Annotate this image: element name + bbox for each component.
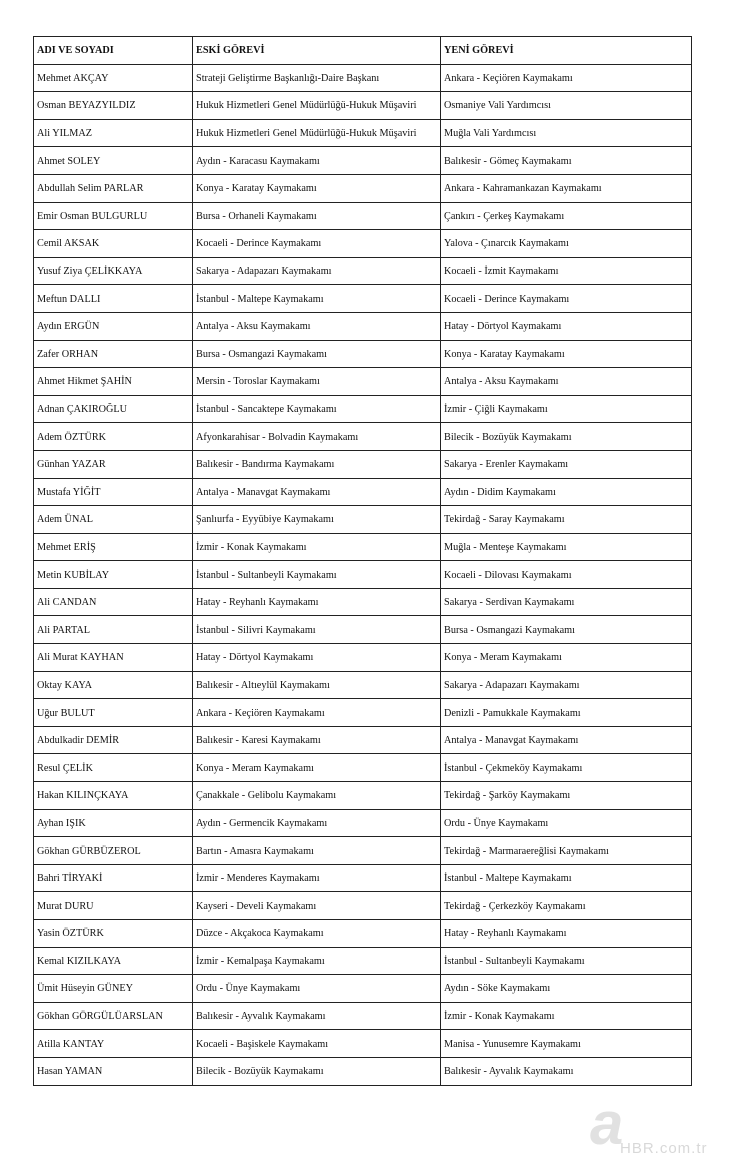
cell-new-duty-text: Tekirdağ - Saray Kaymakamı (444, 513, 565, 526)
table-row (34, 368, 692, 396)
cell-name-text: Oktay KAYA (37, 678, 93, 691)
cell-old-duty-text: Strateji Geliştirme Başkanlığı-Daire Başkanı (196, 71, 380, 84)
cell-new-duty-text: Bursa - Osmangazi Kaymakamı (444, 623, 575, 636)
table-row (34, 64, 692, 92)
cell-name (34, 395, 193, 423)
table-row (34, 506, 692, 534)
cell-new-duty-text: İstanbul - Çekmeköy Kaymakamı (444, 761, 583, 774)
cell-name (34, 340, 193, 368)
cell-name-text: Ahmet SOLEY (37, 154, 101, 167)
cell-old-duty (193, 119, 441, 147)
table-row (34, 809, 692, 837)
cell-new-duty-text: Muğla Vali Yardımcısı (444, 127, 537, 140)
cell-name (34, 478, 193, 506)
cell-old-duty (193, 754, 441, 782)
cell-name-text: Uğur BULUT (37, 706, 95, 719)
cell-new-duty (441, 202, 692, 230)
header-name (34, 37, 193, 65)
cell-name (34, 1002, 193, 1030)
cell-name-text: Mustafa YİĞİT (37, 485, 101, 498)
cell-new-duty (441, 754, 692, 782)
cell-name (34, 809, 193, 837)
cell-new-duty-text: Antalya - Aksu Kaymakamı (444, 375, 559, 388)
cell-new-duty-text: Yalova - Çınarcık Kaymakamı (444, 237, 569, 250)
cell-old-duty-text: Sakarya - Adapazarı Kaymakamı (196, 265, 332, 278)
cell-name (34, 1057, 193, 1085)
cell-new-duty-text: Balıkesir - Ayvalık Kaymakamı (444, 1065, 574, 1078)
table-row (34, 699, 692, 727)
cell-name (34, 754, 193, 782)
cell-name (34, 285, 193, 313)
cell-name-text: Bahri TİRYAKİ (37, 872, 103, 885)
cell-old-duty-text: İzmir - Konak Kaymakamı (196, 540, 307, 553)
cell-name (34, 174, 193, 202)
cell-old-duty (193, 340, 441, 368)
cell-old-duty-text: Konya - Karatay Kaymakamı (196, 182, 317, 195)
cell-old-duty-text: Mersin - Toroslar Kaymakamı (196, 375, 320, 388)
cell-name (34, 1030, 193, 1058)
cell-new-duty-text: Aydın - Söke Kaymakamı (444, 982, 551, 995)
cell-old-duty (193, 837, 441, 865)
watermark-logo-letter: a (590, 1090, 624, 1157)
table-row (34, 257, 692, 285)
table-row (34, 285, 692, 313)
cell-name-text: Adem ÜNAL (37, 513, 93, 526)
cell-old-duty (193, 726, 441, 754)
cell-name-text: Ümit Hüseyin GÜNEY (37, 982, 134, 995)
table-row (34, 147, 692, 175)
cell-name (34, 699, 193, 727)
cell-new-duty-text: İzmir - Konak Kaymakamı (444, 1010, 555, 1023)
cell-new-duty (441, 368, 692, 396)
cell-new-duty (441, 671, 692, 699)
table-row (34, 1057, 692, 1085)
cell-new-duty-text: Bilecik - Bozüyük Kaymakamı (444, 430, 572, 443)
watermark-site-text: HBR.com.tr (620, 1140, 708, 1157)
cell-name (34, 837, 193, 865)
table-row (34, 119, 692, 147)
header-new-duty-text: YENİ GÖREVİ (444, 44, 514, 57)
cell-name-text: Mehmet ERİŞ (37, 540, 96, 553)
cell-old-duty-text: Hukuk Hizmetleri Genel Müdürlüğü-Hukuk Müşaviri (196, 99, 417, 112)
cell-old-duty-text: Antalya - Manavgat Kaymakamı (196, 485, 331, 498)
cell-name-text: Atilla KANTAY (37, 1037, 105, 1050)
cell-old-duty (193, 478, 441, 506)
cell-name (34, 64, 193, 92)
cell-new-duty (441, 230, 692, 258)
cell-new-duty (441, 506, 692, 534)
cell-name (34, 644, 193, 672)
cell-name (34, 312, 193, 340)
cell-new-duty (441, 1030, 692, 1058)
cell-name-text: Cemil AKSAK (37, 237, 100, 250)
cell-new-duty-text: Aydın - Didim Kaymakamı (444, 485, 556, 498)
cell-old-duty-text: Kayseri - Develi Kaymakamı (196, 899, 317, 912)
table-row (34, 312, 692, 340)
cell-name-text: Yasin ÖZTÜRK (37, 927, 104, 940)
cell-name-text: Meftun DALLI (37, 292, 101, 305)
table-row (34, 726, 692, 754)
cell-new-duty-text: İstanbul - Sultanbeyli Kaymakamı (444, 954, 585, 967)
cell-name-text: Ayhan IŞIK (37, 816, 86, 829)
cell-name-text: Ali CANDAN (37, 596, 97, 609)
cell-new-duty (441, 782, 692, 810)
cell-old-duty (193, 920, 441, 948)
cell-name (34, 561, 193, 589)
cell-name-text: Hasan YAMAN (37, 1065, 103, 1078)
table-row (34, 340, 692, 368)
cell-new-duty (441, 726, 692, 754)
cell-name-text: Mehmet AKÇAY (37, 71, 109, 84)
cell-old-duty (193, 285, 441, 313)
cell-name (34, 202, 193, 230)
cell-new-duty (441, 1002, 692, 1030)
cell-new-duty (441, 947, 692, 975)
cell-old-duty (193, 561, 441, 589)
hbr-watermark (590, 1090, 720, 1164)
cell-new-duty-text: Manisa - Yunusemre Kaymakamı (444, 1037, 581, 1050)
cell-old-duty-text: İstanbul - Sultanbeyli Kaymakamı (196, 568, 337, 581)
cell-new-duty (441, 395, 692, 423)
cell-new-duty (441, 257, 692, 285)
cell-old-duty-text: Afyonkarahisar - Bolvadin Kaymakamı (196, 430, 359, 443)
cell-name-text: Kemal KIZILKAYA (37, 954, 122, 967)
cell-new-duty (441, 616, 692, 644)
table-row (34, 782, 692, 810)
cell-new-duty-text: Antalya - Manavgat Kaymakamı (444, 734, 579, 747)
cell-new-duty (441, 975, 692, 1003)
cell-name-text: Metin KUBİLAY (37, 568, 110, 581)
cell-name (34, 975, 193, 1003)
cell-old-duty (193, 147, 441, 175)
cell-old-duty-text: Antalya - Aksu Kaymakamı (196, 320, 311, 333)
cell-new-duty-text: Ankara - Kahramankazan Kaymakamı (444, 182, 602, 195)
cell-old-duty (193, 533, 441, 561)
table-row (34, 395, 692, 423)
table-row (34, 892, 692, 920)
cell-old-duty-text: Bursa - Orhaneli Kaymakamı (196, 209, 317, 222)
cell-new-duty-text: Ankara - Keçiören Kaymakamı (444, 71, 573, 84)
cell-new-duty (441, 644, 692, 672)
cell-old-duty-text: Ankara - Keçiören Kaymakamı (196, 706, 325, 719)
cell-new-duty-text: Tekirdağ - Marmaraereğlisi Kaymakamı (444, 844, 609, 857)
cell-name (34, 726, 193, 754)
cell-new-duty (441, 809, 692, 837)
cell-old-duty-text: Şanlıurfa - Eyyübiye Kaymakamı (196, 513, 334, 526)
cell-name-text: Adem ÖZTÜRK (37, 430, 107, 443)
cell-name-text: Zafer ORHAN (37, 347, 99, 360)
cell-name (34, 892, 193, 920)
table-row (34, 1030, 692, 1058)
cell-new-duty (441, 920, 692, 948)
cell-old-duty (193, 699, 441, 727)
cell-new-duty (441, 285, 692, 313)
cell-old-duty-text: Bursa - Osmangazi Kaymakamı (196, 347, 327, 360)
cell-old-duty-text: Hukuk Hizmetleri Genel Müdürlüğü-Hukuk Müşaviri (196, 127, 417, 140)
cell-new-duty (441, 533, 692, 561)
cell-old-duty-text: Balıkesir - Altıeylül Kaymakamı (196, 678, 330, 691)
table-row (34, 533, 692, 561)
cell-name-text: Abdulkadir DEMİR (37, 734, 120, 747)
cell-old-duty (193, 671, 441, 699)
cell-new-duty (441, 147, 692, 175)
table-row (34, 754, 692, 782)
cell-new-duty-text: İstanbul - Maltepe Kaymakamı (444, 872, 572, 885)
cell-new-duty-text: Kocaeli - Derince Kaymakamı (444, 292, 570, 305)
table-row (34, 174, 692, 202)
cell-new-duty-text: Konya - Meram Kaymakamı (444, 651, 562, 664)
cell-name (34, 230, 193, 258)
table-row (34, 616, 692, 644)
table-row (34, 1002, 692, 1030)
table-row (34, 202, 692, 230)
cell-name-text: Gökhan GÜRBÜZEROL (37, 844, 141, 857)
cell-old-duty (193, 230, 441, 258)
cell-new-duty-text: Osmaniye Vali Yardımcısı (444, 99, 551, 112)
cell-new-duty-text: Sakarya - Adapazarı Kaymakamı (444, 678, 580, 691)
cell-new-duty-text: Tekirdağ - Şarköy Kaymakamı (444, 789, 571, 802)
cell-new-duty-text: Muğla - Menteşe Kaymakamı (444, 540, 567, 553)
cell-name (34, 119, 193, 147)
cell-name (34, 257, 193, 285)
appointments-table-body (34, 37, 692, 1086)
cell-name (34, 533, 193, 561)
cell-name-text: Hakan KILINÇKAYA (37, 789, 129, 802)
cell-new-duty-text: İzmir - Çiğli Kaymakamı (444, 403, 548, 416)
cell-old-duty (193, 174, 441, 202)
cell-old-duty (193, 64, 441, 92)
cell-new-duty-text: Ordu - Ünye Kaymakamı (444, 816, 549, 829)
cell-old-duty (193, 312, 441, 340)
cell-name (34, 947, 193, 975)
cell-name-text: Resul ÇELİK (37, 761, 93, 774)
cell-new-duty (441, 450, 692, 478)
cell-old-duty (193, 1002, 441, 1030)
cell-old-duty (193, 588, 441, 616)
cell-old-duty-text: Aydın - Karacasu Kaymakamı (196, 154, 320, 167)
cell-old-duty-text: Balıkesir - Ayvalık Kaymakamı (196, 1010, 326, 1023)
cell-new-duty-text: Hatay - Reyhanlı Kaymakamı (444, 927, 567, 940)
cell-old-duty (193, 257, 441, 285)
cell-name (34, 506, 193, 534)
cell-old-duty-text: İstanbul - Sancaktepe Kaymakamı (196, 403, 337, 416)
cell-old-duty (193, 395, 441, 423)
cell-old-duty-text: Ordu - Ünye Kaymakamı (196, 982, 301, 995)
cell-new-duty (441, 312, 692, 340)
cell-old-duty (193, 202, 441, 230)
cell-old-duty (193, 450, 441, 478)
table-row (34, 561, 692, 589)
cell-old-duty (193, 368, 441, 396)
cell-old-duty-text: Kocaeli - Derince Kaymakamı (196, 237, 322, 250)
cell-name-text: Ali YILMAZ (37, 127, 93, 140)
cell-old-duty (193, 864, 441, 892)
cell-old-duty (193, 975, 441, 1003)
cell-old-duty-text: Konya - Meram Kaymakamı (196, 761, 314, 774)
cell-old-duty-text: Kocaeli - Başiskele Kaymakamı (196, 1037, 329, 1050)
cell-new-duty-text: Konya - Karatay Kaymakamı (444, 347, 565, 360)
table-row (34, 920, 692, 948)
cell-new-duty-text: Balıkesir - Gömeç Kaymakamı (444, 154, 572, 167)
table-row (34, 450, 692, 478)
cell-new-duty (441, 699, 692, 727)
cell-old-duty (193, 809, 441, 837)
cell-old-duty (193, 92, 441, 120)
cell-new-duty-text: Sakarya - Serdivan Kaymakamı (444, 596, 575, 609)
appointments-table (33, 36, 692, 1086)
cell-new-duty (441, 64, 692, 92)
cell-old-duty-text: Hatay - Dörtyol Kaymakamı (196, 651, 314, 664)
cell-old-duty-text: Bartın - Amasra Kaymakamı (196, 844, 314, 857)
cell-name (34, 588, 193, 616)
cell-name-text: Abdullah Selim PARLAR (37, 182, 144, 195)
cell-name (34, 782, 193, 810)
cell-new-duty (441, 478, 692, 506)
header-old-duty (193, 37, 441, 65)
cell-new-duty-text: Kocaeli - İzmit Kaymakamı (444, 265, 559, 278)
cell-new-duty-text: Kocaeli - Dilovası Kaymakamı (444, 568, 572, 581)
cell-old-duty-text: İzmir - Menderes Kaymakamı (196, 872, 320, 885)
header-name-text: ADI VE SOYADI (37, 44, 114, 57)
cell-new-duty-text: Tekirdağ - Çerkezköy Kaymakamı (444, 899, 586, 912)
cell-name-text: Aydın ERGÜN (37, 320, 100, 333)
cell-new-duty-text: Denizli - Pamukkale Kaymakamı (444, 706, 581, 719)
cell-new-duty (441, 892, 692, 920)
cell-new-duty (441, 561, 692, 589)
header-new-duty (441, 37, 692, 65)
cell-old-duty (193, 947, 441, 975)
cell-old-duty-text: Çanakkale - Gelibolu Kaymakamı (196, 789, 337, 802)
cell-old-duty (193, 782, 441, 810)
cell-name (34, 423, 193, 451)
cell-old-duty-text: Düzce - Akçakoca Kaymakamı (196, 927, 324, 940)
cell-new-duty (441, 174, 692, 202)
cell-old-duty (193, 644, 441, 672)
cell-name-text: Osman BEYAZYILDIZ (37, 99, 136, 112)
cell-old-duty (193, 1057, 441, 1085)
cell-name-text: Yusuf Ziya ÇELİKKAYA (37, 265, 143, 278)
cell-old-duty-text: İzmir - Kemalpaşa Kaymakamı (196, 954, 325, 967)
cell-new-duty-text: Çankırı - Çerkeş Kaymakamı (444, 209, 565, 222)
cell-old-duty (193, 616, 441, 644)
cell-name (34, 671, 193, 699)
table-row (34, 947, 692, 975)
cell-name-text: Emir Osman BULGURLU (37, 209, 148, 222)
cell-old-duty (193, 892, 441, 920)
cell-new-duty (441, 837, 692, 865)
cell-name-text: Günhan YAZAR (37, 458, 106, 471)
table-row (34, 975, 692, 1003)
cell-old-duty-text: Balıkesir - Karesi Kaymakamı (196, 734, 321, 747)
table-row (34, 230, 692, 258)
cell-old-duty-text: Bilecik - Bozüyük Kaymakamı (196, 1065, 324, 1078)
table-row (34, 92, 692, 120)
cell-old-duty-text: Aydın - Germencik Kaymakamı (196, 816, 328, 829)
cell-name-text: Ali Murat KAYHAN (37, 651, 124, 664)
cell-name (34, 368, 193, 396)
cell-name-text: Ali PARTAL (37, 623, 91, 636)
cell-new-duty (441, 340, 692, 368)
cell-name (34, 920, 193, 948)
cell-name-text: Murat DURU (37, 899, 94, 912)
cell-name (34, 450, 193, 478)
table-row (34, 864, 692, 892)
cell-name-text: Gökhan GÖRGÜLÜARSLAN (37, 1010, 163, 1023)
cell-old-duty (193, 506, 441, 534)
cell-new-duty (441, 588, 692, 616)
table-row (34, 644, 692, 672)
table-row (34, 671, 692, 699)
cell-name-text: Adnan ÇAKIROĞLU (37, 403, 128, 416)
table-row (34, 478, 692, 506)
cell-old-duty-text: İstanbul - Maltepe Kaymakamı (196, 292, 324, 305)
cell-new-duty (441, 119, 692, 147)
cell-old-duty-text: Balıkesir - Bandırma Kaymakamı (196, 458, 335, 471)
cell-new-duty (441, 92, 692, 120)
cell-name (34, 616, 193, 644)
cell-new-duty-text: Hatay - Dörtyol Kaymakamı (444, 320, 562, 333)
table-row (34, 588, 692, 616)
cell-old-duty-text: İstanbul - Silivri Kaymakamı (196, 623, 316, 636)
cell-name (34, 147, 193, 175)
cell-old-duty-text: Hatay - Reyhanlı Kaymakamı (196, 596, 319, 609)
cell-new-duty (441, 423, 692, 451)
cell-name (34, 92, 193, 120)
table-header-row (34, 37, 692, 65)
cell-old-duty (193, 423, 441, 451)
table-row (34, 837, 692, 865)
cell-name (34, 864, 193, 892)
header-old-duty-text: ESKİ GÖREVİ (196, 44, 265, 57)
cell-new-duty (441, 1057, 692, 1085)
cell-old-duty (193, 1030, 441, 1058)
cell-new-duty-text: Sakarya - Erenler Kaymakamı (444, 458, 569, 471)
cell-name-text: Ahmet Hikmet ŞAHİN (37, 375, 132, 388)
table-row (34, 423, 692, 451)
cell-new-duty (441, 864, 692, 892)
